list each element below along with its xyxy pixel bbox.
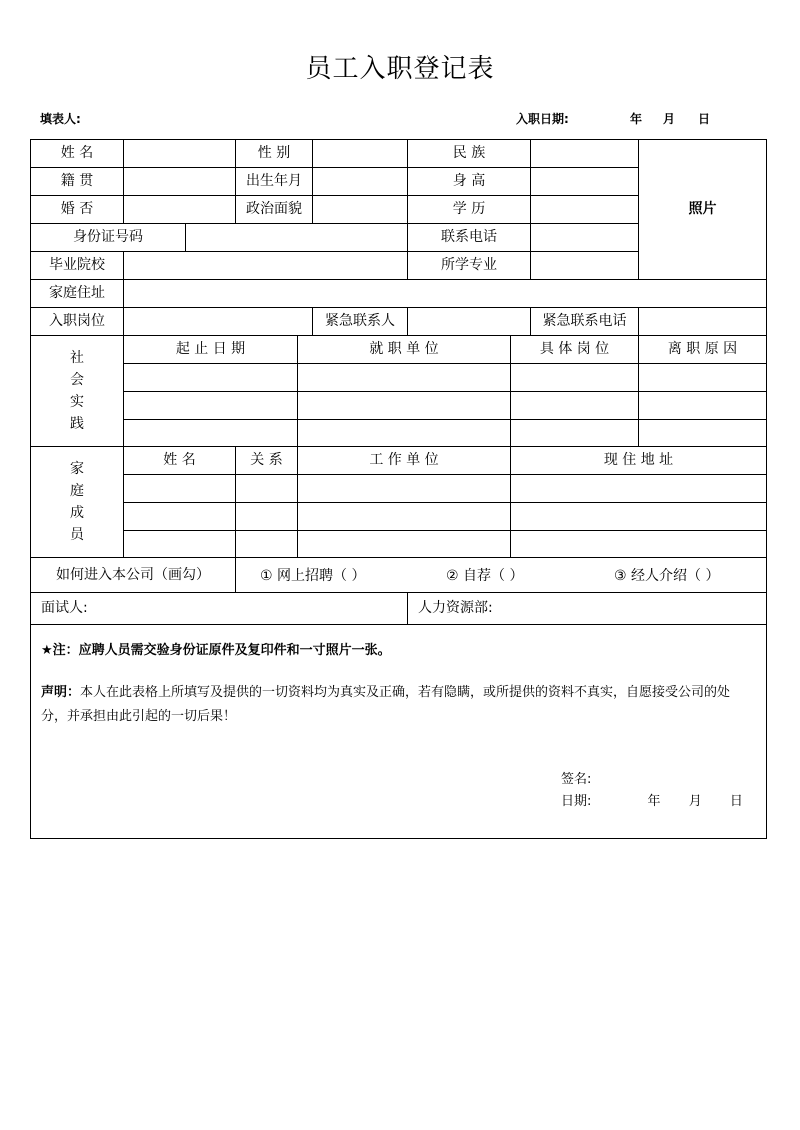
family-side-char: 员 — [70, 527, 84, 543]
label-name: 姓 名 — [30, 139, 124, 168]
family-col-workplace: 工 作 单 位 — [297, 446, 511, 475]
signature-year: 年 — [647, 794, 661, 809]
table-cell[interactable] — [510, 474, 767, 503]
hr-field[interactable]: 人力资源部: — [407, 592, 767, 625]
social-side-char: 社 — [70, 350, 84, 366]
family-side-label — [30, 446, 124, 558]
family-col-address: 现 住 地 址 — [510, 446, 767, 475]
social-side-char: 践 — [70, 416, 84, 432]
signature-month: 月 — [688, 794, 702, 809]
table-cell[interactable] — [638, 419, 767, 447]
value-name[interactable] — [123, 139, 236, 168]
table-cell[interactable] — [510, 363, 639, 392]
label-ethnicity: 民 族 — [407, 139, 531, 168]
declaration — [41, 681, 756, 729]
source-option-self[interactable]: ② 自荐（ ） — [446, 568, 524, 584]
table-cell[interactable] — [297, 363, 511, 392]
table-cell[interactable] — [123, 474, 236, 503]
page-title: 员工入职登记表 — [305, 54, 495, 84]
value-id-number[interactable] — [185, 223, 408, 252]
filler-label: 填表人: — [40, 112, 81, 126]
table-cell[interactable] — [235, 502, 298, 531]
source-option-online[interactable]: ① 网上招聘（ ） — [260, 568, 366, 584]
photo-box[interactable]: 照片 — [638, 139, 767, 280]
value-height[interactable] — [530, 167, 639, 196]
signature-block — [561, 769, 743, 813]
label-height: 身 高 — [407, 167, 531, 196]
value-ethnicity[interactable] — [530, 139, 639, 168]
label-origin: 籍 贯 — [30, 167, 124, 196]
table-cell[interactable] — [638, 363, 767, 392]
table-cell[interactable] — [297, 391, 511, 420]
value-emergency-phone[interactable] — [638, 307, 767, 336]
social-col-reason: 离 职 原 因 — [638, 335, 767, 364]
label-marital: 婚 否 — [30, 195, 124, 224]
table-cell[interactable] — [297, 419, 511, 447]
family-col-name: 姓 名 — [123, 446, 236, 475]
value-address[interactable] — [123, 279, 767, 308]
signature-label[interactable]: 签名: — [561, 772, 592, 787]
label-id-number: 身份证号码 — [30, 223, 186, 252]
table-cell[interactable] — [510, 502, 767, 531]
family-side-char: 家 — [70, 461, 84, 477]
family-side-char: 庭 — [70, 483, 84, 499]
value-politics[interactable] — [312, 195, 408, 224]
source-options — [235, 557, 767, 593]
family-side-char: 成 — [70, 505, 84, 521]
value-origin[interactable] — [123, 167, 236, 196]
table-cell[interactable] — [123, 502, 236, 531]
label-gender: 性 别 — [235, 139, 313, 168]
family-col-relation: 关 系 — [235, 446, 298, 475]
table-cell[interactable] — [510, 391, 639, 420]
entry-day: 日 — [698, 112, 711, 126]
label-major: 所学专业 — [407, 251, 531, 280]
interviewer-field[interactable]: 面试人: — [30, 592, 408, 625]
label-school: 毕业院校 — [30, 251, 124, 280]
entry-year: 年 — [630, 112, 643, 126]
table-cell[interactable] — [510, 530, 767, 558]
label-emergency-contact: 紧急联系人 — [312, 307, 408, 336]
social-side-char: 会 — [70, 372, 84, 388]
signature-date — [561, 791, 743, 813]
value-phone[interactable] — [530, 223, 639, 252]
source-option-referral[interactable]: ③ 经人介绍（ ） — [614, 568, 720, 584]
label-address: 家庭住址 — [30, 279, 124, 308]
entry-date-label: 入职日期: — [516, 112, 569, 126]
label-phone: 联系电话 — [407, 223, 531, 252]
label-politics: 政治面貌 — [235, 195, 313, 224]
table-cell[interactable] — [297, 474, 511, 503]
table-cell[interactable] — [297, 530, 511, 558]
social-practice-side-label — [30, 335, 124, 447]
value-position[interactable] — [123, 307, 313, 336]
value-major[interactable] — [530, 251, 639, 280]
social-col-dates: 起 止 日 期 — [123, 335, 298, 364]
table-cell[interactable] — [123, 419, 298, 447]
table-cell[interactable] — [123, 530, 236, 558]
label-birth: 出生年月 — [235, 167, 313, 196]
value-education[interactable] — [530, 195, 639, 224]
table-cell[interactable] — [235, 530, 298, 558]
value-marital[interactable] — [123, 195, 236, 224]
table-cell[interactable] — [235, 474, 298, 503]
table-cell[interactable] — [123, 391, 298, 420]
label-emergency-phone: 紧急联系电话 — [530, 307, 639, 336]
value-school[interactable] — [123, 251, 408, 280]
table-cell[interactable] — [510, 419, 639, 447]
label-education: 学 历 — [407, 195, 531, 224]
label-position: 入职岗位 — [30, 307, 124, 336]
table-cell[interactable] — [638, 391, 767, 420]
table-cell[interactable] — [297, 502, 511, 531]
value-emergency-contact[interactable] — [407, 307, 531, 336]
declaration-label: 声明： — [41, 685, 81, 700]
social-col-employer: 就 职 单 位 — [297, 335, 511, 364]
social-side-char: 实 — [70, 394, 84, 410]
note-text: ★注：应聘人员需交验身份证原件及复印件和一寸照片一张。 — [41, 643, 391, 658]
source-label: 如何进入本公司（画勾） — [30, 557, 236, 593]
table-cell[interactable] — [123, 363, 298, 392]
entry-month: 月 — [663, 112, 676, 126]
signature-date-label: 日期: — [561, 794, 592, 809]
value-birth[interactable] — [312, 167, 408, 196]
declaration-text: 本人在此表格上所填写及提供的一切资料均为真实及正确，若有隐瞒，或所提供的资料不真实，自愿接受公司的处分，并承担由此引起的一切后果！ — [41, 685, 731, 724]
notes-box — [30, 624, 767, 839]
social-col-post: 具 体 岗 位 — [510, 335, 639, 364]
value-gender[interactable] — [312, 139, 408, 168]
signature-day: 日 — [729, 794, 743, 809]
